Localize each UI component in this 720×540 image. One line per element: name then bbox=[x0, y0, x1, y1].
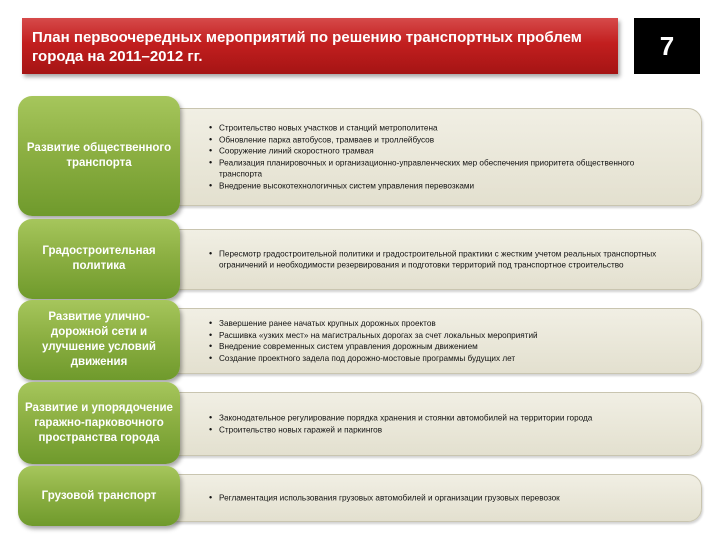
list-item: • Расшивка «узких мест» на магистральных дорогах за счет локальных мероприятий bbox=[219, 330, 679, 342]
list-item: • Строительство новых гаражей и паркингов bbox=[219, 424, 679, 436]
list-item: • Реализация планировочных и организационно-управленческих мер обеспечения приоритета общественного транспорта bbox=[219, 157, 679, 180]
slide-title: План первоочередных мероприятий по решению транспортных проблем города на 2011–2012 гг. bbox=[32, 29, 582, 65]
list-item: • Внедрение высокотехнологичных систем управления перевозками bbox=[219, 180, 679, 192]
list-item: • Внедрение современных систем управления дорожным движением bbox=[219, 341, 679, 353]
section-panel-parking bbox=[150, 392, 702, 456]
section-label-parking: Развитие и упорядочение гаражно-парковочного пространства города bbox=[18, 382, 180, 464]
section-label-road-network: Развитие улично-дорожной сети и улучшение условий движения bbox=[18, 300, 180, 380]
section-panel-public-transport bbox=[150, 108, 702, 206]
section-label-urban-planning: Градостроительная политика bbox=[18, 219, 180, 299]
list-item: • Законодательное регулирование порядка хранения и стоянки автомобилей на территории города bbox=[219, 413, 679, 425]
list-item: • Сооружение линий скоростного трамвая bbox=[219, 146, 679, 158]
section-panel-urban-planning bbox=[150, 229, 702, 290]
list-item: • Обновление парка автобусов, трамваев и троллейбусов bbox=[219, 134, 679, 146]
section-list-urban-planning bbox=[151, 248, 697, 271]
list-item: • Завершение ранее начатых крупных дорожных проектов bbox=[219, 318, 679, 330]
list-item: • Пересмотр градостроительной политики и градостроительной практики с жестким учетом реальных транспортных ограничений и необходимости резервирования и подготовки территорий под транспортное строительство bbox=[219, 248, 679, 271]
section-label-public-transport: Развитие общественного транспорта bbox=[18, 96, 180, 216]
section-label-freight: Грузовой транспорт bbox=[18, 466, 180, 526]
slide-number: 7 bbox=[634, 18, 700, 74]
list-item: • Строительство новых участков и станций метрополитена bbox=[219, 123, 679, 135]
list-item: • Создание проектного задела под дорожно-мостовые программы будущих лет bbox=[219, 353, 679, 365]
section-list-freight bbox=[151, 492, 697, 504]
list-item: • Регламентация использования грузовых автомобилей и организации грузовых перевозок bbox=[219, 492, 679, 504]
slide-header bbox=[22, 18, 618, 74]
section-panel-freight bbox=[150, 474, 702, 522]
section-list-public-transport bbox=[151, 123, 697, 192]
section-list-parking bbox=[151, 413, 697, 436]
section-list-road-network bbox=[151, 318, 697, 364]
section-panel-road-network bbox=[150, 308, 702, 374]
